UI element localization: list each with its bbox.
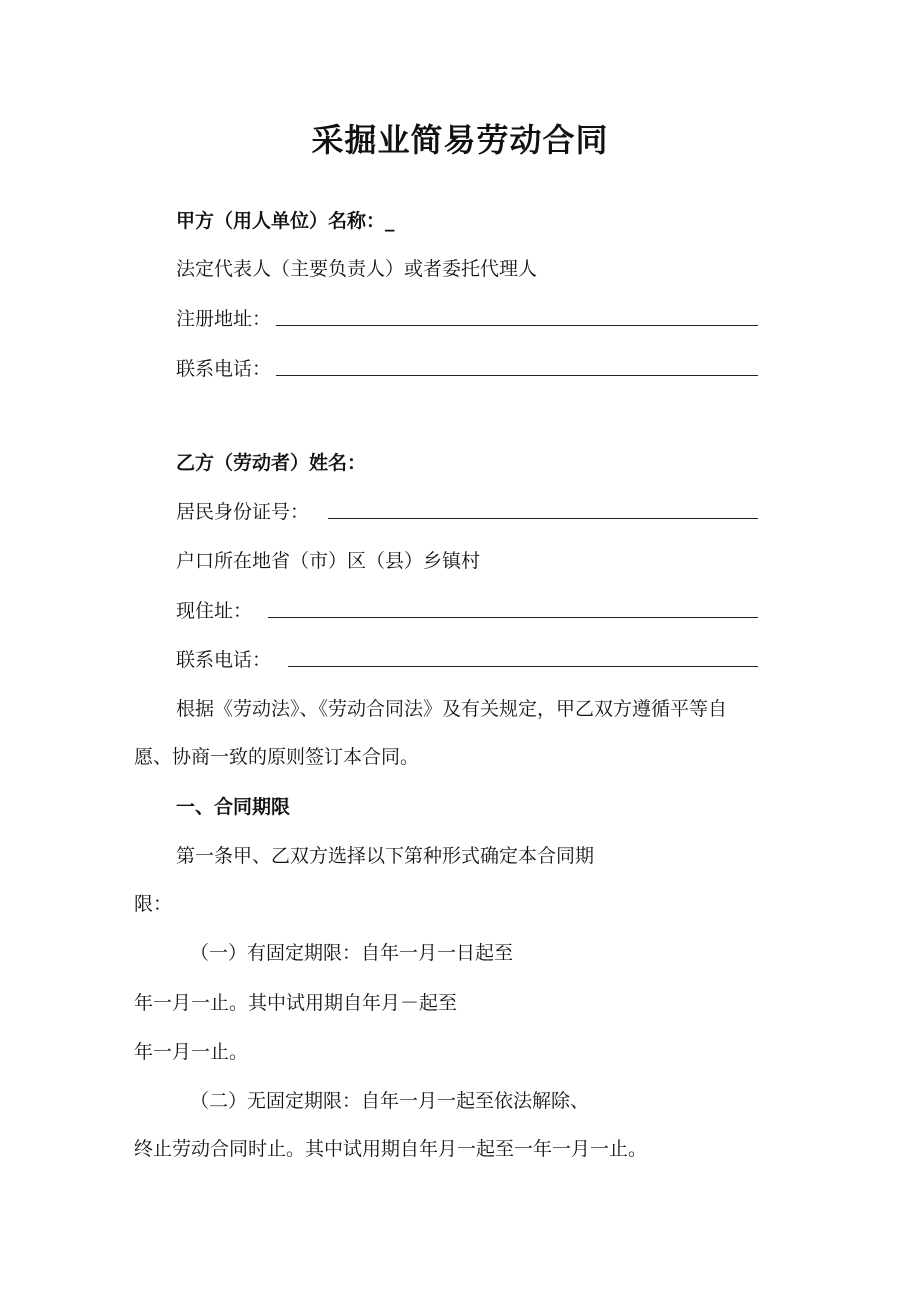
party-b-address-blank: [268, 617, 758, 618]
party-a-phone-label: 联系电话：: [176, 358, 272, 380]
preamble-line-1: 根据《劳动法》、《劳动合同法》及有关规定，甲乙双方遵循平等自: [176, 698, 728, 720]
party-a-representative: 法定代表人（主要负责人）或者委托代理人: [176, 258, 538, 280]
party-b-phone-blank: [288, 666, 758, 667]
party-b-id-blank: [328, 518, 758, 519]
party-a-address-blank: [276, 325, 758, 326]
article-1-line-1: 第一条甲、乙双方选择以下第种形式确定本合同期: [176, 845, 595, 867]
section-1-heading: 一、合同期限: [176, 796, 291, 818]
party-a-heading: 甲方（用人单位）名称：_: [176, 210, 395, 232]
unfixed-term-line-1: （二）无固定期限：自年一月一起至依法解除、: [190, 1090, 590, 1112]
preamble-line-2: 愿、协商一致的原则签订本合同。: [134, 746, 420, 768]
article-1-line-2: 限：: [134, 893, 173, 915]
party-b-address-label: 现住址：: [176, 600, 253, 622]
party-b-phone-label: 联系电话：: [176, 649, 272, 671]
unfixed-term-line-2: 终止劳动合同时止。其中试用期自年月一起至一年一月一止。: [134, 1138, 648, 1160]
party-a-phone-blank: [276, 375, 758, 376]
party-b-id-label: 居民身份证号：: [176, 501, 310, 523]
fixed-term-line-1: （一）有固定期限：自年一月一日起至: [190, 942, 514, 964]
document-title: 采掘业简易劳动合同: [311, 121, 609, 159]
party-b-heading: 乙方（劳动者）姓名：: [176, 452, 367, 474]
fixed-term-line-3: 年一月一止。: [134, 1041, 249, 1063]
party-b-hukou: 户口所在地省（市）区（县）乡镇村: [176, 550, 481, 572]
fixed-term-line-2: 年一月一止。其中试用期自年月－起至: [134, 992, 458, 1014]
party-a-address-label: 注册地址：: [176, 308, 272, 330]
